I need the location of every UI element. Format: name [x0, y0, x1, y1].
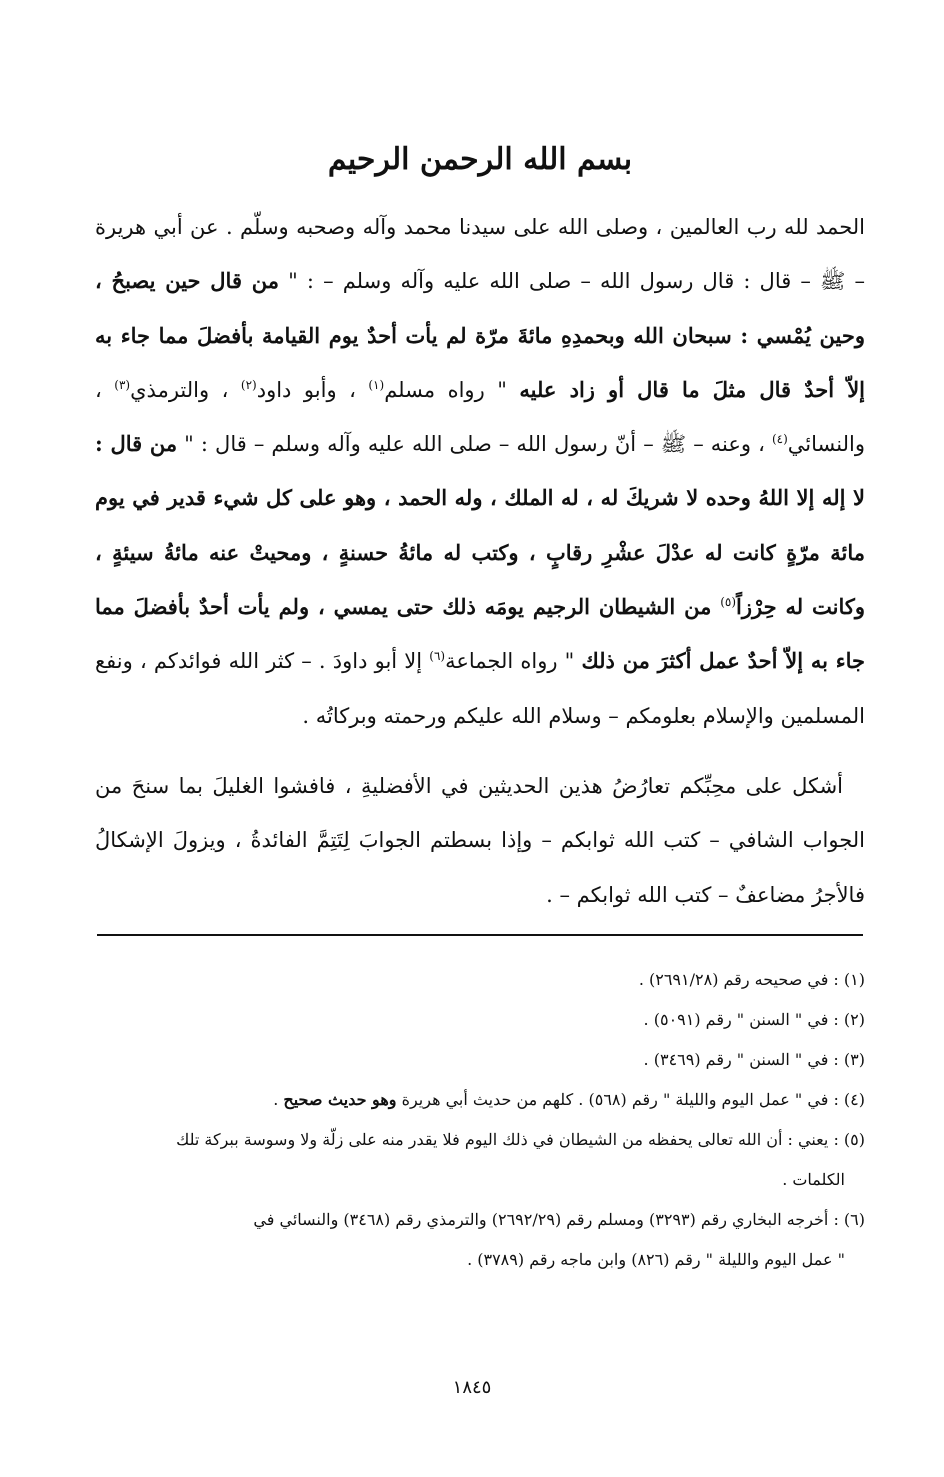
- footnote-ref-3: (٣): [114, 377, 131, 392]
- main-text: [95, 130, 865, 922]
- footnote-5-line1: (٥) : يعني : أن الله تعالى يحفظه من الشيطان في ذلك اليوم فلا يقدر منه على زلّة ولا وسوسة ببركة تلك: [176, 1130, 865, 1149]
- text-span: ، والنسائي: [95, 377, 865, 457]
- footnote-3: (٣) : في " السنن " رقم (٣٤٦٩) .: [643, 1050, 865, 1069]
- page-number: ١٨٤٥: [452, 1377, 492, 1398]
- footnote-4-text: (٤) : في " عمل اليوم والليلة " رقم (٥٦٨) . كلهم من حديث أبي هريرة: [396, 1090, 865, 1109]
- text-span: ، والترمذي: [130, 377, 241, 402]
- footnotes: [95, 960, 865, 1280]
- footnote-4: [95, 1080, 865, 1120]
- text-span: " رواه الجماعة: [445, 649, 582, 674]
- footnote-ref-6: (٦): [429, 649, 446, 664]
- footnote-ref-5: (٥): [720, 595, 737, 610]
- footnote-ref-1: (١): [368, 377, 385, 392]
- hadith-text-1: من قال حين يصبحُ ، وحين يُمْسي : سبحان الله وبحمدِهِ مائةَ مرّة لم يأت أحدٌ يوم القيامة بأفضلَ مما جاء به إلاّ أحدٌ قال مثلَ ما قال أو زاد عليه: [95, 268, 866, 402]
- footnote-6: [95, 1200, 865, 1280]
- footnote-divider: [97, 934, 863, 936]
- hadith-text-2: من قال : لا إله إلا اللهُ وحده لا شريكَ له ، له الملك ، وله الحمد ، وهو على كل شيء قدير في يوم مائة مرّةٍ كانت له عدْلَ عشْرِ رقابٍ ، وكتب له مائةُ حسنةٍ ، ومحيتْ عنه مائةُ سيئةٍ ، وكانت له حِرْزاً: [95, 431, 866, 620]
- footnote-ref-4: (٤): [771, 432, 788, 447]
- text-span: " رواه مسلم: [384, 377, 520, 402]
- text-span: ، وعنه – ﷺ – أنّ رسول الله – صلى الله عليه وآله وسلم – قال : ": [177, 432, 772, 457]
- footnote-5-line2: الكلمات .: [782, 1170, 845, 1189]
- footnote-ref-2: (٢): [240, 377, 257, 392]
- footnote-6-line1: (٦) : أخرجه البخاري رقم (٣٢٩٣) ومسلم رقم (٢٦٩٢/٢٩) والترمذي رقم (٣٤٦٨) والنسائي في: [253, 1210, 865, 1229]
- basmala-title: بسم الله الرحمن الرحيم: [327, 142, 633, 177]
- footnote-6-line2: " عمل اليوم والليلة " رقم (٨٢٦) وابن ماجه رقم (٣٧٨٩) .: [467, 1250, 845, 1269]
- question-paragraph: [95, 200, 865, 743]
- footnote-4-end: .: [273, 1090, 284, 1109]
- text-span: الحمد لله رب العالمين ، وصلى الله على سيدنا محمد وآله وصحبه وسلّم . عن أبي هريرة – ﷺ – قال : قال رسول الله – صلى الله عليه وآله وسلم – : ": [95, 215, 865, 294]
- footnote-1: (١) : في صحيحه رقم (٢٦٩١/٢٨) .: [638, 970, 865, 989]
- footnote-2: (٢) : في " السنن " رقم (٥٠٩١) .: [643, 1010, 865, 1029]
- footnote-4-bold: وهو حديث صحيح: [283, 1090, 397, 1109]
- request-paragraph: أشكل على محِبِّكم تعارُضُ هذين الحديثين في الأفضليةِ ، فافشوا الغليلَ بما سنحَ من الجواب الشافي – كتب الله ثوابكم – وإذا بسطتم الجوابَ لِتَتِمَّ الفائدةُ ، ويزولَ الإشكالُ فالأجرُ مضاعفٌ – كتب الله ثوابكم – .: [95, 773, 865, 907]
- hadith-text-3: من الشيطان الرجيم يومَه ذلك حتى يمسي ، ولم يأت أحدٌ بأفضلَ مما جاء به إلاّ أحدٌ عمل أكثرَ من ذلك: [95, 594, 866, 674]
- text-span: إلا أبو داودَ . – كثر الله فوائدكم ، ونفع المسلمين والإسلام بعلومكم – وسلام الله عليكم ورحمته وبركاتُه .: [95, 649, 865, 728]
- text-span: ، وأبو داود: [256, 377, 369, 402]
- footnote-5: [95, 1120, 865, 1200]
